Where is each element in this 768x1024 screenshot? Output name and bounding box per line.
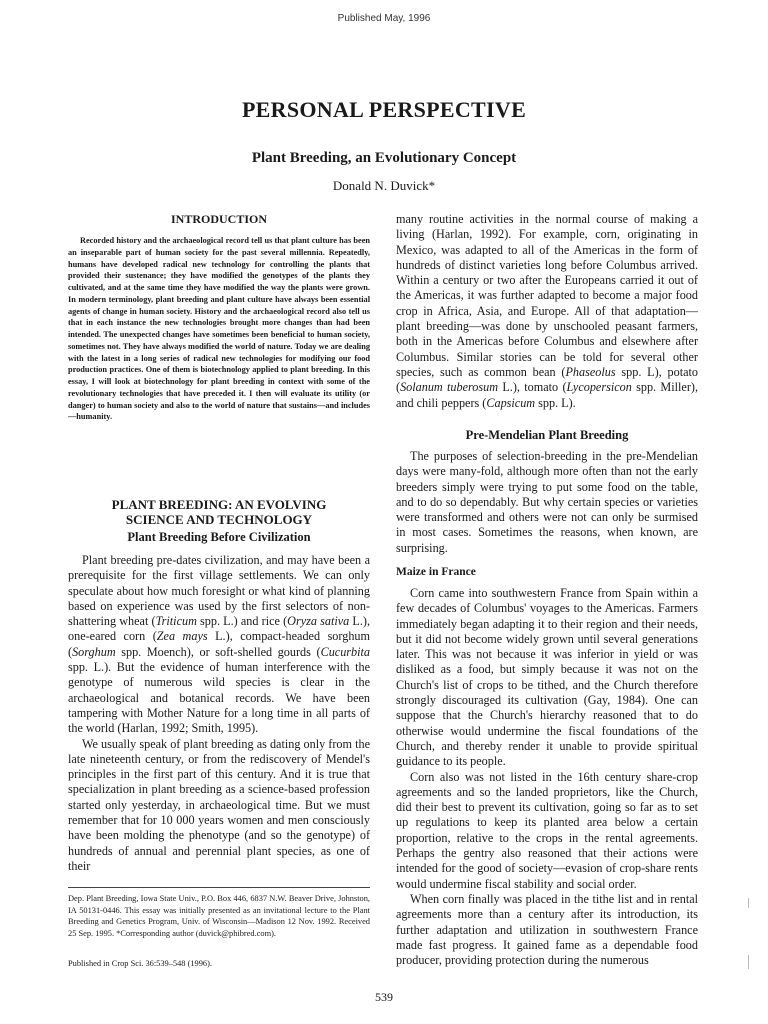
- premendelian-body: [396, 449, 698, 556]
- subsection-heading: Plant Breeding Before Civilization: [127, 530, 311, 544]
- author-name: Donald N. Duvick*: [332, 178, 436, 193]
- body-right-column-top: [396, 212, 698, 411]
- paragraph: When corn finally was placed in the tithe list and in rental agreements more than a century after its introduction, its further adaptation and utilization in southwestern France made fast progress. It gained fame as a dependable food producer, providing protection during the numerous: [396, 891, 698, 968]
- abstract-text: Recorded history and the archaeological record tell us that plant culture has been an inseparable part of human society for the past several millennia. Repeatedly, humans have developed radical new technology for controlling the plants that provided their sustenance; they have modified the genotypes of the plants they cultivated, and at the same time they have modified the way the plants were grown. In modern terminology, plant breeding and plant culture have always been essential agents of change in human society. History and the archaeological record also tell us that in each instance the new technologies brought more changes than had been intended. The unexpected changes have sometimes been beneficial to human society, sometimes not. They have always modified the world of nature. Today we are dealing with the latest in a long series of radical new technologies for modifying our food production practices. One of them is biotechnology applied to plant breeding. In this essay, I will look at biotechnology for plant breeding in context with some of the revolutionary technologies that have preceded it. I then will evaluate its utility (or danger) to human society and also to the world of nature that sustains—and includes—humanity.: [68, 236, 370, 422]
- paragraph: many routine activities in the normal course of making a living (Harlan, 1992). For example, corn, originating in Mexico, was adapted to all of the Americas in the form of hundreds of distinct varieties long before Columbus arrived. Within a century or two after the Europeans carried it out of the Americas, it was further adapted to become a major food crop in Africa, Asia, and Europe. All of that adaptation—plant breeding—was done by unschooled peasant farmers, both in the Americas before Columbus and elsewhere after Columbus. Similar stories can be told for several other species, such as common bean (Phaseolus spp. L), potato (Solanum tuberosum L.), tomato (Lycopersicon spp. Miller), and chili peppers (Capsicum spp. L).: [396, 212, 698, 410]
- citation-line: Published in Crop Sci. 36:539–548 (1996).: [68, 959, 213, 968]
- section-heading-line1: PLANT BREEDING: AN EVOLVING: [111, 497, 327, 512]
- paragraph: Plant breeding pre-dates civilization, and may have been a prerequisite for the first village settlements. We can only speculate about how much foresight or what kind of planning based on experience was used by the first selectors of non-shattering wheat (Triticum spp. L.) and rice (Oryza sativa L.), one-eared corn (Zea mays L.), compact-headed sorghum (Sorghum spp. Moench), or soft-shelled gourds (Cucurbita spp. L.). But the evidence of human interference with the genotype of numerous wild species is clear in the archaeological and botanical records. We have been tampering with Mother Nature for a long time in all parts of the world (Harlan, 1992; Smith, 1995).: [68, 553, 370, 736]
- article-title: Plant Breeding, an Evolutionary Concept: [251, 150, 517, 166]
- section-heading-line2: SCIENCE AND TECHNOLOGY: [125, 512, 313, 527]
- footnote-rule: [68, 887, 370, 888]
- margin-mark: [748, 898, 749, 908]
- paragraph: Corn came into southwestern France from Spain within a few decades of Columbus' voyages to the Americas. Farmers immediately began adapting it to their region and their needs, but it did not become widely grown until several generations later. This was not because it was inferior in yield or was disliked as a food, but simply because it was not on the Church's list of crops to be tithed, and the Church therefore strongly discouraged its cultivation (Gay, 1984). One can suppose that the Church's hierarchy reasoned that to do otherwise would undermine the fiscal foundations of the Church, and thereby render it unable to provide spiritual guidance to its people.: [396, 586, 698, 769]
- body-left-column: [68, 553, 370, 874]
- abstract: [68, 235, 370, 423]
- maize-body: [396, 586, 698, 968]
- publication-date: Published May, 1996: [337, 13, 431, 24]
- paragraph: We usually speak of plant breeding as dating only from the late nineteenth century, or from the rediscovery of Mendel's principles in the first part of this century. And it is true that specialization in plant breeding as a science-based profession started only yesterday, in archaeological time. But we must remember that for 10 000 years women and men consciously have been molding the phenotype (and so the genotype) of hundreds of annual and perennial plant species, as one of their: [68, 736, 370, 873]
- section-title: PERSONAL PERSPECTIVE: [241, 97, 527, 122]
- margin-mark: [748, 955, 749, 969]
- premendelian-heading: Pre-Mendelian Plant Breeding: [465, 428, 629, 442]
- affiliation-footnote: Dep. Plant Breeding, Iowa State Univ., P.O. Box 446, 6837 N.W. Beaver Drive, Johnston, IA 50131-0446. This essay was initially presented as an invitational lecture to the Plant Breeding and Genetics Program, Univ. of Wisconsin—Madison 12 Nov. 1992. Received 25 Sep. 1995. *Corresponding author (duvick@phibred.com).: [68, 894, 370, 938]
- paragraph: The purposes of selection-breeding in the pre-Mendelian days were many-fold, although more often than not the early breeders simply were trying to put some food on the table, and to do so dependably. But why certain species or varieties were transformed and others were not can only be surmised in most cases. Sometimes the reasons, when known, are surprising.: [396, 449, 698, 555]
- page-number: 539: [375, 990, 393, 1004]
- maize-heading: Maize in France: [396, 566, 476, 578]
- section-heading: [68, 497, 370, 527]
- introduction-heading: INTRODUCTION: [170, 212, 267, 226]
- paragraph: Corn also was not listed in the 16th century share-crop agreements and so the landed proprietors, like the Church, did their best to prevent its cultivation, going so far as to set up regulations to keep its planted area below a certain proportion, relative to the crops in the rental agreements. Perhaps the gentry also reasoned that their actions were intended for the good of society—evasion of crop-share rents would undermine fiscal stability and social order.: [396, 769, 698, 891]
